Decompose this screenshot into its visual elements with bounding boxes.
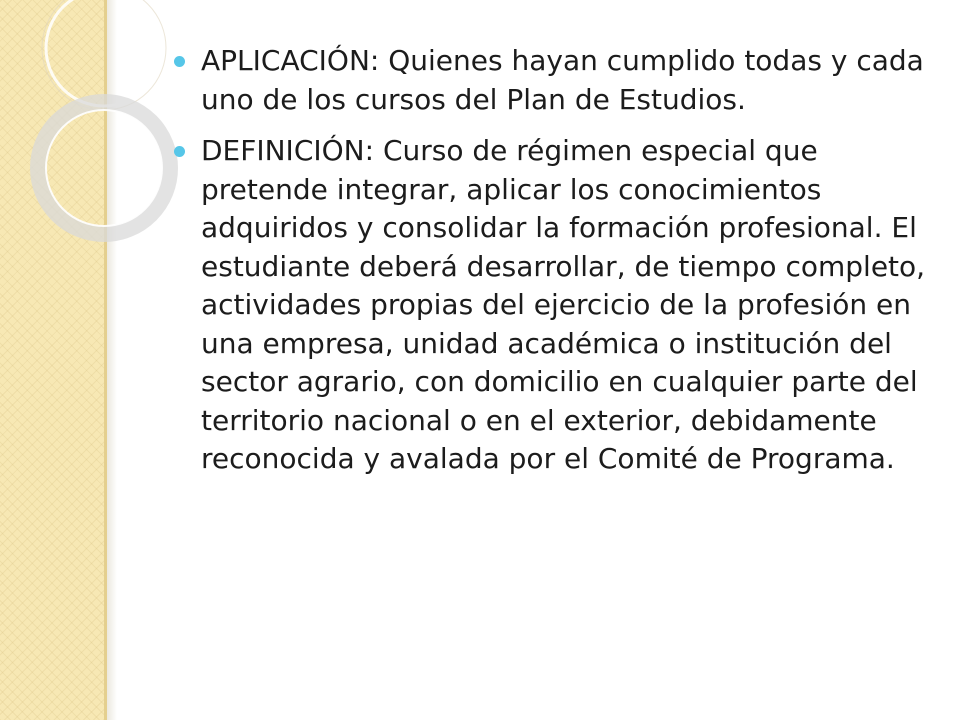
decorative-circle-top [46,0,162,106]
bullet-item-definicion [170,132,938,479]
bullet-item-aplicacion [170,42,938,119]
decorative-circle-top-outline [42,0,166,110]
slide-content [170,42,938,492]
decorative-ring-large [38,102,170,234]
bullet-text: DEFINICIÓN: Curso de régimen especial que pretende integrar, aplicar los conocimientos adquiridos y consolidar la formación profesional. El estudiante deberá desarrollar, de tiempo completo, actividades propias del ejercicio de la profesión en una empresa, unidad académica o institución del sector agrario, con domicilio en cualquier parte del territorio nacional o en el exterior, debidamente reconocida y avalada por el Comité de Programa. [201,134,926,475]
bullet-dot-icon [174,146,185,157]
bullet-list [170,42,938,479]
bullet-text: APLICACIÓN: Quienes hayan cumplido todas y cada uno de los cursos del Plan de Estudios. [201,44,924,116]
bullet-dot-icon [174,56,185,67]
decorative-ring-inner [46,110,162,226]
